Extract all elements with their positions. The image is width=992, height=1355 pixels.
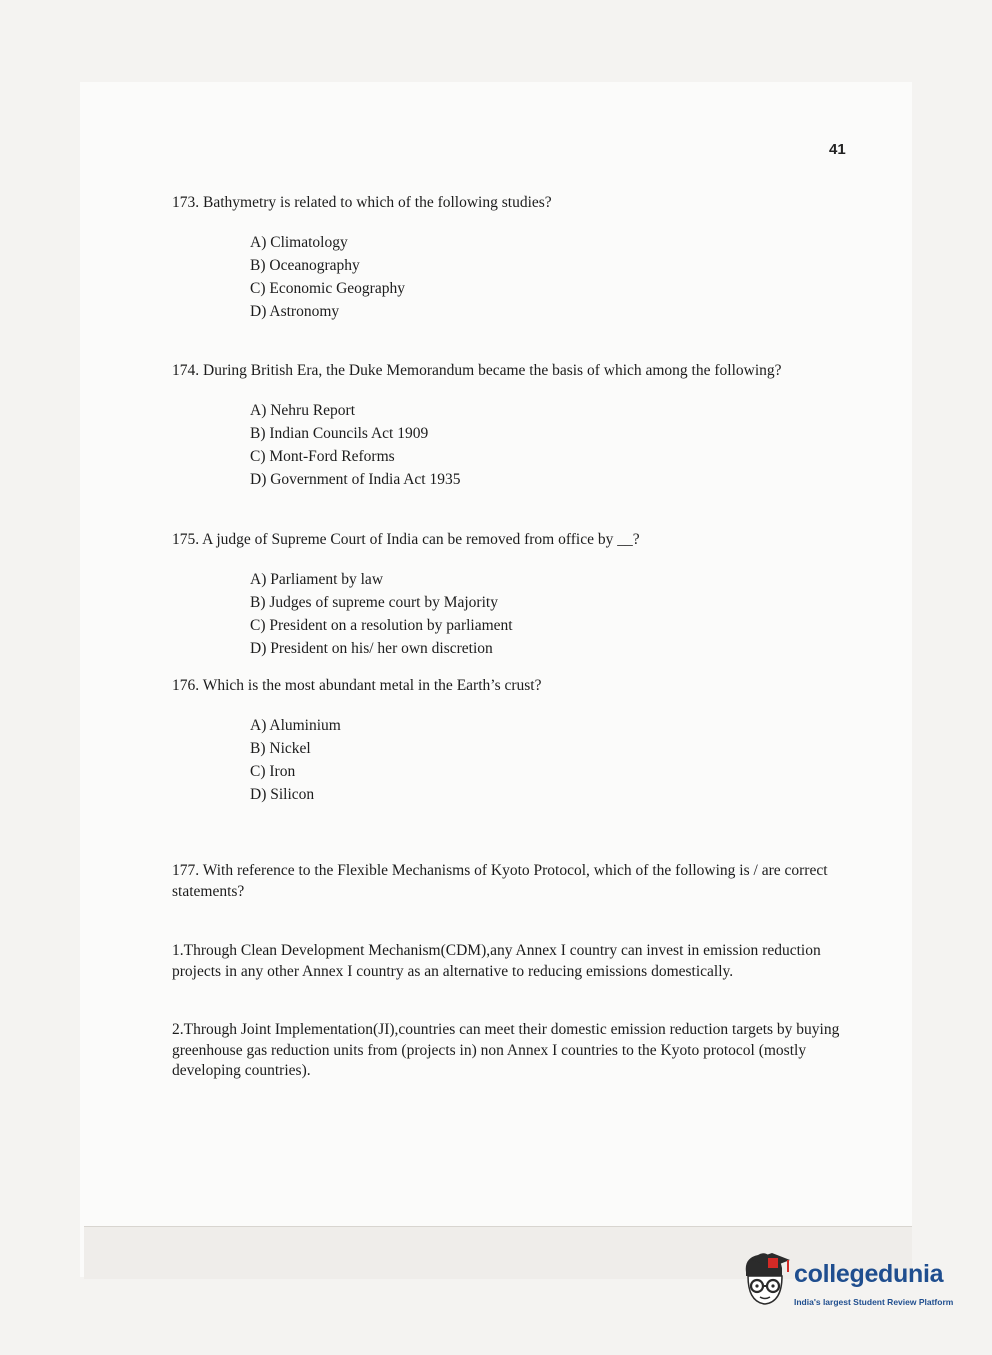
statement-2: 2.Through Joint Implementation(JI),countries can meet their domestic emission reduction targets by buying greenhouse gas reduction units from (projects in) non Annex I countries to the Kyoto protocol (mostly developing countries). xyxy=(172,1021,840,1079)
option-b: B) Indian Councils Act 1909 xyxy=(250,425,429,442)
statement-1: 1.Through Clean Development Mechanism(CDM),any Annex I country can invest in emission reduction projects in any other Annex I country as an alternative to reducing emissions domestically. xyxy=(172,942,821,980)
question-175-options xyxy=(250,568,513,660)
question-174-options xyxy=(250,399,461,491)
option-c: C) Iron xyxy=(250,763,296,780)
option-a: A) Nehru Report xyxy=(250,402,356,419)
logo-wordmark: collegedunia xyxy=(794,1260,944,1288)
page-number: 41 xyxy=(829,141,846,158)
question-175: 175. A judge of Supreme Court of India can be removed from office by __? xyxy=(172,531,640,548)
option-c: C) President on a resolution by parliament xyxy=(250,617,513,634)
question-173-options xyxy=(250,231,405,323)
option-a: A) Parliament by law xyxy=(250,571,384,588)
option-d: D) President on his/ her own discretion xyxy=(250,640,493,657)
question-174: 174. During British Era, the Duke Memorandum became the basis of which among the following? xyxy=(172,362,782,379)
question-176: 176. Which is the most abundant metal in the Earth’s crust? xyxy=(172,677,542,694)
logo-tagline: India's largest Student Review Platform xyxy=(794,1297,954,1307)
option-d: D) Silicon xyxy=(250,786,315,803)
option-a: A) Climatology xyxy=(250,234,348,251)
option-d: D) Government of India Act 1935 xyxy=(250,471,461,488)
question-173: 173. Bathymetry is related to which of the following studies? xyxy=(172,194,552,211)
option-b: B) Judges of supreme court by Majority xyxy=(250,594,498,611)
option-a: A) Aluminium xyxy=(250,717,341,734)
option-c: C) Mont-Ford Reforms xyxy=(250,448,395,465)
question-177: 177. With reference to the Flexible Mechanisms of Kyoto Protocol, which of the following is / are correct statements? xyxy=(172,862,828,900)
student-mascot-icon xyxy=(738,1250,792,1310)
collegedunia-logo[interactable] xyxy=(738,1250,963,1315)
option-b: B) Nickel xyxy=(250,740,311,757)
option-c: C) Economic Geography xyxy=(250,280,405,297)
option-b: B) Oceanography xyxy=(250,257,360,274)
question-176-options xyxy=(250,714,341,806)
option-d: D) Astronomy xyxy=(250,303,340,320)
